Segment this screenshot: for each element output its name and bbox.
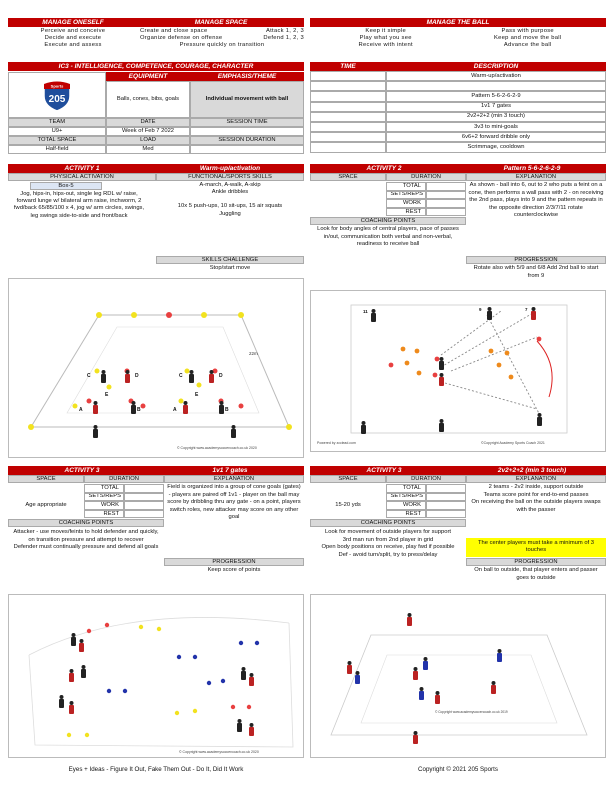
gate-cones: [67, 623, 259, 737]
duration-label: WORK: [84, 501, 124, 510]
cone-letter: D: [135, 373, 139, 379]
explanation-header: EXPLANATION: [466, 173, 606, 181]
activity2-progression: Rotate also with 5/9 and 6/8 Add 2nd ball to start from 9: [473, 265, 599, 279]
ball-line: Pass with purpose: [501, 28, 554, 34]
activity1-header: [8, 164, 304, 173]
ball-line: Play what you see: [359, 34, 412, 41]
func-line: Juggling: [219, 210, 241, 217]
cone-letter: A: [173, 407, 177, 413]
oneself-line: Decide and execute: [44, 34, 102, 41]
ball-line: Advance the ball: [503, 41, 552, 48]
schedule-row: 2v2+2+2 (min 3 touch): [386, 112, 606, 122]
activity2-diagram: [310, 290, 606, 452]
coaching-points-header: COACHING POINTS: [310, 519, 466, 527]
progression-header: PROGRESSION: [164, 558, 304, 566]
load-value: Med: [106, 145, 190, 154]
physical-activation-header: PHYSICAL ACTIVATION: [8, 173, 156, 181]
highlight-note: The center players must take a minimum of 3 touches: [466, 538, 606, 557]
ic3-banner: IC3 - INTELLIGENCE, COMPETENCE, COURAGE, CHARACTER: [8, 62, 304, 71]
duration-label: TOTAL: [386, 484, 426, 493]
schedule-row: Warm-up/activation: [386, 71, 606, 81]
activity3a-explanation: Field is organized into a group of cone goals (gates) - players are paired off 1v1 - player on the ball may score by dribbling thru any gate - on a point, players switch roles, new attacker may score on any other goal: [167, 484, 301, 521]
cone-letter: C: [87, 373, 91, 379]
cone-letter: E: [195, 392, 199, 398]
diagram-copyright: © Copyright www.academysoccercoach.co.uk 2019: [435, 710, 508, 714]
space-header: SPACE: [310, 475, 386, 483]
cone-letter: A: [79, 407, 83, 413]
duration-header: DURATION: [84, 475, 164, 483]
interstate-logo: [40, 78, 74, 112]
duration-label: SETS/REPS: [386, 191, 426, 200]
duration-label: WORK: [386, 501, 426, 510]
logo-top-text: Sports: [50, 83, 64, 89]
diagram-copyright: ©Copyright Academy Sports Coach 2021: [481, 441, 545, 445]
session-duration-header: SESSION DURATION: [190, 136, 304, 145]
date-value: Week of Feb 7 2022: [106, 127, 190, 136]
progression-header: PROGRESSION: [466, 256, 606, 264]
description-header: DESCRIPTION: [386, 62, 606, 71]
activity1-diagram: [8, 278, 304, 458]
activity3b-title: 2v2+2+2 (min 3 touch): [458, 466, 606, 475]
ball-line: Receive with intent: [358, 41, 413, 48]
player-number: 7: [525, 307, 528, 312]
coaching-line: Look for movement of outside players for support: [325, 529, 451, 535]
duration-header: DURATION: [386, 475, 466, 483]
activity2-explanation: As shown - ball into 6, out to 2 who puts a feint on a cone, then performs a wall pass with 2 - on receiving the 2nd pass, plays into 9 and the pattern repeats in the opposite direction 2/3/7/11 rotate counterclockwise: [468, 182, 604, 219]
manage-ball-title: MANAGE THE BALL: [310, 18, 606, 27]
emphasis-value: Individual movement with ball: [190, 81, 304, 118]
date-header: DATE: [106, 118, 190, 127]
oneself-line: Execute and assess: [44, 41, 102, 48]
logo-number: 205: [48, 94, 66, 105]
schedule-row: 6v6+2 forward dribble only: [386, 132, 606, 142]
schedule-row: 3v3 to mini-goals: [386, 122, 606, 132]
duration-label: REST: [386, 510, 426, 519]
explanation-line: 2 teams - 2v2 inside, support outside: [488, 484, 584, 490]
activity3a-diagram: [8, 594, 304, 758]
cone-letter: B: [137, 407, 141, 413]
activity1-label: ACTIVITY 1: [8, 164, 156, 173]
total-space-header: TOTAL SPACE: [8, 136, 106, 145]
activity3b-progression: On ball to outside, that player enters and passer goes to outside: [474, 567, 598, 581]
space-line: Create and close space: [140, 28, 208, 34]
footer-copyright: Copyright © 2021 205 Sports: [418, 766, 498, 773]
box-5-label: Box-5: [30, 182, 102, 190]
explanation-line: Teams score point for end-to-end passes: [483, 491, 589, 498]
activity3a-title: 1v1 7 gates: [156, 466, 304, 475]
coaching-line: Open body positions on receive, play fwd if possible: [321, 544, 455, 551]
session-info: [8, 72, 304, 154]
progression-header: PROGRESSION: [466, 558, 606, 566]
space-header: SPACE: [310, 173, 386, 181]
emphasis-header: EMPHASIS/THEME: [190, 72, 304, 81]
schedule-header: [310, 62, 606, 71]
ball-line: Keep and move the ball: [493, 34, 562, 41]
total-space-value: Half-field: [8, 145, 106, 154]
session-time-value: [190, 127, 304, 136]
activity1-subheaders: [8, 173, 304, 181]
space-line: Pressure quickly on transition: [179, 41, 265, 48]
coaching-line: Attacker - use moves/feints to hold defender and quickly, on transition pressure and attempt to recover: [13, 529, 159, 543]
duration-label: SETS/REPS: [386, 493, 426, 502]
duration-label: TOTAL: [84, 484, 124, 493]
load-header: LOAD: [106, 136, 190, 145]
diagram-copyright: © Copyright www.academysoccercoach.co.uk 2020: [177, 446, 257, 450]
player-number: 9: [479, 307, 482, 312]
team-header: TEAM: [8, 118, 106, 127]
cone-letter: C: [179, 373, 183, 379]
coaching-points-header: COACHING POINTS: [8, 519, 164, 527]
coaching-line: 3rd man run from 2nd player in grid: [342, 536, 434, 543]
activity3a-space: Age appropriate: [25, 502, 67, 508]
explanation-header: EXPLANATION: [466, 475, 606, 483]
activity3b-space: 15-20 yds: [335, 502, 361, 508]
activity2-subheaders: [310, 173, 606, 181]
activity3b-label: ACTIVITY 3: [310, 466, 458, 475]
func-line: Ankle dribbles: [211, 189, 249, 196]
footer-motto: Eyes + Ideas - Figure It Out, Fake Them Out - Do It, Did It Work: [68, 766, 244, 773]
top-header-left: [8, 18, 304, 27]
team-value: U9+: [8, 127, 106, 136]
duration-label: REST: [386, 208, 426, 217]
activity3a-coaching: [10, 529, 162, 552]
activity2-duration-table: [386, 182, 466, 216]
functional-skills-header: FUNCTIONAL/SPORTS SKILLS: [156, 173, 304, 181]
activity3a-duration-table: [84, 484, 164, 518]
functional-skills-text: [158, 182, 302, 218]
activity3a-subheaders: [8, 475, 304, 483]
activity3b-header: [310, 466, 606, 475]
schedule-row: Pattern 5-6-2-6-2-9: [386, 91, 606, 101]
duration-label: REST: [84, 510, 124, 519]
player-figures: [59, 633, 254, 736]
manage-space-lines: [140, 28, 304, 48]
cone-letter: B: [225, 407, 229, 413]
activity3b-duration-table: [386, 484, 466, 518]
duration-label: TOTAL: [386, 182, 426, 191]
activity3b-diagram: [310, 594, 606, 758]
duration-label: SETS/REPS: [84, 493, 124, 502]
powered-by: Powered by zcclead.com: [317, 441, 356, 445]
diagram-copyright: © Copyright www.academysoccercoach.co.uk 2020: [179, 750, 259, 754]
logo-cell: [8, 72, 106, 118]
session-time-header: SESSION TIME: [190, 118, 304, 127]
space-line: Attack 1, 2, 3: [265, 28, 304, 34]
skills-challenge-header: SKILLS CHALLENGE: [156, 256, 304, 264]
manage-ball-lines: [318, 28, 602, 48]
time-header: TIME: [310, 62, 386, 71]
cone-letter: E: [105, 392, 109, 398]
activity2-header: [310, 164, 606, 173]
coaching-line: Def - avoid turn/split, try to press/delay: [338, 551, 438, 558]
activity3a-progression: Keep score of points: [207, 567, 261, 573]
schedule-row: 1v1 7 gates: [386, 102, 606, 112]
coaching-points-header: COACHING POINTS: [310, 217, 466, 225]
activity3b-explanation: [468, 484, 604, 514]
manage-space-header: MANAGE SPACE: [138, 18, 304, 27]
func-line: 10x 5 push-ups, 10 sit-ups, 15 air squats: [177, 203, 283, 210]
session-duration-value: [190, 145, 304, 154]
explanation-header: EXPLANATION: [164, 475, 304, 483]
physical-activation-text: Jog, hips-in, hips-out, single leg RDL w/ raise, forward lunge w/ bilateral arm raise, inchworm, 2 fwd/back 65/85/100 x 4, jog w/ arm circles, swings, leg swings side-to-side and front/back: [13, 191, 145, 219]
manage-ball-header: [310, 18, 606, 27]
activity3b-subheaders: [310, 475, 606, 483]
space-line: Organize defense on offense: [140, 34, 223, 41]
space-line: Defend 1, 2, 3: [263, 34, 304, 41]
activity3a-label: ACTIVITY 3: [8, 466, 156, 475]
duration-label: WORK: [386, 199, 426, 208]
equipment-value: Balls, cones, bibs, goals: [106, 81, 190, 118]
schedule-row: Scrimmage, cooldown: [386, 142, 606, 152]
manage-oneself-header: MANAGE ONESELF: [8, 18, 138, 27]
activity2-title: Pattern 5-6-2-6-2-9: [458, 164, 606, 173]
activity3b-coaching: [312, 529, 464, 559]
coaching-line: Defender must continually pressure and defend all goals: [13, 544, 159, 551]
equipment-header: EQUIPMENT: [106, 72, 190, 81]
dimension-label: 22m: [249, 351, 258, 356]
schedule-table: [310, 71, 606, 153]
activity2-label: ACTIVITY 2: [310, 164, 458, 173]
activity1-title: Warm-up/activation: [156, 164, 304, 173]
oneself-line: Perceive and conceive: [40, 28, 106, 34]
space-header: SPACE: [8, 475, 84, 483]
cone-letter: D: [219, 373, 223, 379]
explanation-line: On receiving the ball on the outside players swaps with the passer: [471, 499, 601, 513]
duration-header: DURATION: [386, 173, 466, 181]
schedule-row: [386, 81, 606, 91]
manage-oneself-lines: [8, 28, 138, 48]
activity2-coaching: Look for body angles of central players, pace of passes in/out, communication both verbal and non-verbal, readiness to receive ball: [317, 226, 459, 248]
player-number: 11: [363, 309, 368, 314]
activity3a-header: [8, 466, 304, 475]
skills-challenge-value: Stop/start move: [209, 265, 251, 271]
ball-line: Keep it simple: [365, 28, 407, 34]
func-line: A-march, A-walk, A-skip: [199, 182, 261, 188]
